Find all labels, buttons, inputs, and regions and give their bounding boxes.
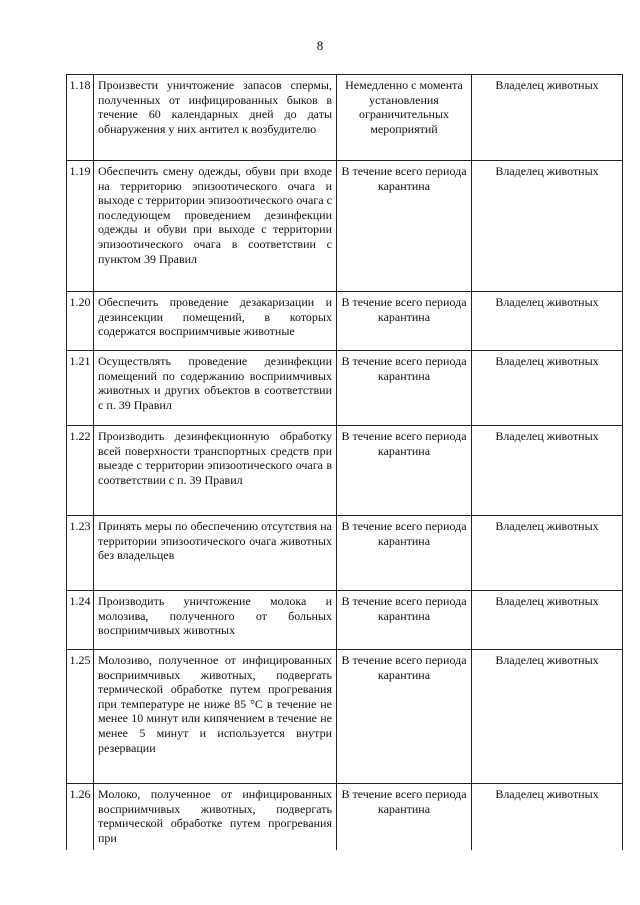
row-term: В течение всего периода карантина — [337, 426, 472, 516]
row-action: Молозиво, полученное от инфицированных восприимчивых животных, подвергать термической обработке путем прогревания при температуре не ниже 85 °С в течение не менее 10 минут или кипячением в течение не менее 5 минут и используется внутри резервации — [94, 650, 337, 784]
row-number: 1.18 — [67, 75, 94, 161]
table-row — [67, 351, 623, 426]
row-number: 1.21 — [67, 351, 94, 426]
table-row — [67, 516, 623, 591]
row-number: 1.25 — [67, 650, 94, 784]
row-responsible: Владелец животных — [472, 516, 623, 591]
row-number: 1.22 — [67, 426, 94, 516]
row-number: 1.19 — [67, 161, 94, 292]
row-term: В течение всего периода карантина — [337, 784, 472, 851]
row-responsible: Владелец животных — [472, 351, 623, 426]
row-responsible: Владелец животных — [472, 591, 623, 650]
row-term: В течение всего периода карантина — [337, 161, 472, 292]
row-responsible: Владелец животных — [472, 784, 623, 851]
row-term: Немедленно с момента установления ограничительных мероприятий — [337, 75, 472, 161]
row-term: В течение всего периода карантина — [337, 650, 472, 784]
row-term: В течение всего периода карантина — [337, 591, 472, 650]
table-row — [67, 426, 623, 516]
row-responsible: Владелец животных — [472, 426, 623, 516]
row-action: Обеспечить проведение дезакаризации и дезинсекции помещений, в которых содержатся восприимчивые животные — [94, 292, 337, 351]
table-row — [67, 591, 623, 650]
row-responsible: Владелец животных — [472, 75, 623, 161]
row-action: Произвести уничтожение запасов спермы, полученных от инфицированных быков в течение 60 календарных дней до даты обнаружения у них антител к возбудителю — [94, 75, 337, 161]
row-number: 1.24 — [67, 591, 94, 650]
row-term: В течение всего периода карантина — [337, 516, 472, 591]
row-action: Осуществлять проведение дезинфекции помещений по содержанию восприимчивых животных и других объектов в соответствии с п. 39 Правил — [94, 351, 337, 426]
row-term: В течение всего периода карантина — [337, 292, 472, 351]
row-action: Принять меры по обеспечению отсутствия на территории эпизоотического очага животных без владельцев — [94, 516, 337, 591]
row-term: В течение всего периода карантина — [337, 351, 472, 426]
row-responsible: Владелец животных — [472, 292, 623, 351]
row-action: Молоко, полученное от инфицированных восприимчивых животных, подвергать термической обработке путем прогревания при — [94, 784, 337, 851]
row-action: Производить уничтожение молока и молозива, полученного от больных восприимчивых животных — [94, 591, 337, 650]
table-row — [67, 75, 623, 161]
row-action: Обеспечить смену одежды, обуви при входе на территорию эпизоотического очага и выходе с территории эпизоотического очага с последующем проведением дезинфекции одежды и обуви при выходе с территории эпизоотического очага в соответствии с пунктом 39 Правил — [94, 161, 337, 292]
table-row — [67, 161, 623, 292]
row-responsible: Владелец животных — [472, 161, 623, 292]
table-row — [67, 292, 623, 351]
row-number: 1.23 — [67, 516, 94, 591]
page-number: 8 — [316, 38, 324, 53]
row-number: 1.20 — [67, 292, 94, 351]
measures-table — [66, 74, 623, 850]
row-action: Производить дезинфекционную обработку всей поверхности транспортных средств при выезде с территории эпизоотического очага в соответствии с п. 39 Правил — [94, 426, 337, 516]
row-number: 1.26 — [67, 784, 94, 851]
row-responsible: Владелец животных — [472, 650, 623, 784]
table-row — [67, 784, 623, 851]
table-row — [67, 650, 623, 784]
